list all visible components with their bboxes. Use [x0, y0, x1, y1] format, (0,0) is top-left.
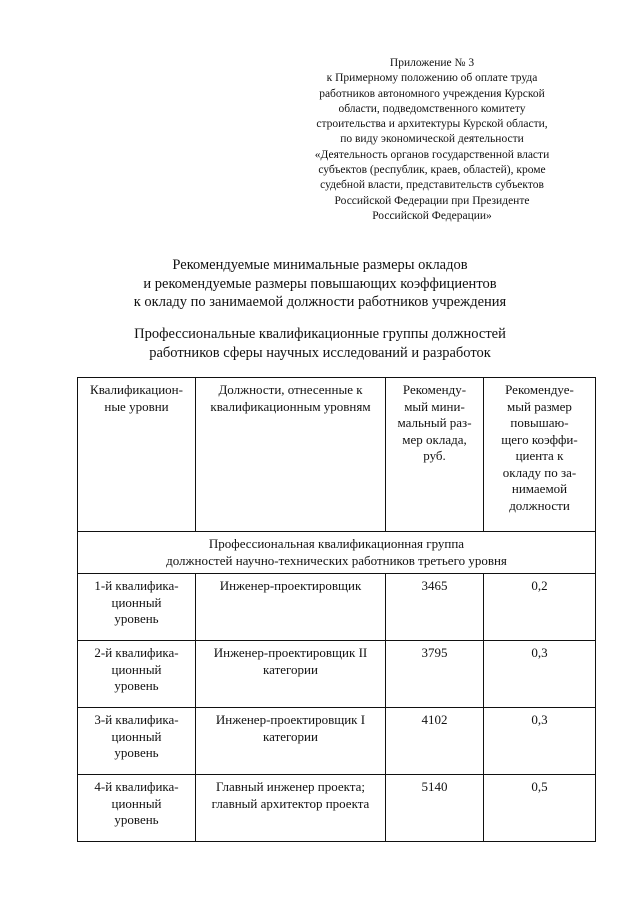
- appendix-line: работников автономного учреждения Курской: [319, 87, 545, 100]
- cell-text: Инженер-проектировщик: [219, 578, 362, 593]
- table-row: [78, 574, 596, 641]
- cell-text: Инженер-проектировщик I: [215, 712, 366, 727]
- header-text: квалификационным уровням: [210, 398, 371, 414]
- appendix-line: к Примерному положению об оплате труда: [326, 72, 538, 85]
- cell-text: 3-й квалифика-: [94, 712, 179, 727]
- group-row: [78, 532, 596, 574]
- header-text: Рекоменду-: [402, 382, 467, 397]
- cell-text: уровень: [114, 745, 159, 760]
- header-text: ные уровни: [104, 398, 169, 414]
- cell-position: [196, 641, 386, 708]
- title-line: Рекомендуемые минимальные размеры окладов: [172, 257, 468, 273]
- header-text: окладу по за-: [502, 464, 577, 480]
- header-text: повышаю-: [510, 415, 569, 430]
- appendix-line: Российской Федерации при Президенте: [334, 194, 530, 207]
- header-coefficient: [484, 378, 596, 532]
- cell-text: уровень: [114, 678, 159, 693]
- cell-salary: 3465: [386, 574, 484, 641]
- cell-text: ционный: [111, 795, 162, 811]
- cell-text: 2-й квалифика-: [94, 645, 179, 660]
- group-title: [78, 532, 596, 574]
- header-text: должности: [509, 497, 570, 513]
- cell-text: категории: [263, 661, 318, 677]
- cell-text: категории: [263, 728, 318, 744]
- cell-level: [78, 641, 196, 708]
- cell-coefficient: 0,3: [484, 641, 596, 708]
- header-text: щего коэффи-: [501, 431, 578, 447]
- cell-text: ционный: [111, 594, 162, 610]
- group-title-line: Профессиональная квалификационная группа: [208, 536, 465, 551]
- table-row: [78, 708, 596, 775]
- header-positions: [196, 378, 386, 532]
- cell-level: [78, 775, 196, 842]
- title-line: и рекомендуемые размеры повышающих коэффициентов: [143, 275, 497, 292]
- title-line: к окладу по занимаемой должности работников учреждения: [133, 294, 507, 310]
- cell-level: [78, 708, 196, 775]
- appendix-line: Приложение № 3: [389, 57, 475, 69]
- cell-text: Инженер-проектировщик II: [213, 645, 368, 660]
- cell-text: ционный: [111, 661, 162, 677]
- header-text: руб.: [423, 448, 446, 463]
- cell-text: главный архитектор проекта: [211, 795, 370, 811]
- appendix-line: по виду экономической деятельности: [340, 133, 524, 146]
- appendix-line: «Деятельность органов государственной власти: [314, 148, 550, 161]
- appendix-block: [282, 56, 582, 224]
- document-subtitle: [60, 325, 580, 362]
- appendix-line: области, подведомственного комитету: [338, 102, 526, 115]
- salary-table: [77, 377, 596, 842]
- cell-text: уровень: [114, 611, 159, 626]
- header-text: мый мини-: [404, 398, 465, 414]
- header-levels: [78, 378, 196, 532]
- cell-coefficient: 0,5: [484, 775, 596, 842]
- header-text: Рекомендуе-: [505, 382, 574, 397]
- document-title: [60, 256, 580, 312]
- cell-text: 1-й квалифика-: [94, 578, 179, 593]
- cell-text: ционный: [111, 728, 162, 744]
- table-header-row: [78, 378, 596, 532]
- appendix-line: Российской Федерации»: [372, 209, 492, 222]
- header-text: мальный раз-: [397, 415, 472, 430]
- header-salary: [386, 378, 484, 532]
- cell-text: уровень: [114, 812, 159, 827]
- group-title-line: должностей научно-технических работников третьего уровня: [166, 552, 507, 568]
- cell-position: [196, 574, 386, 641]
- header-text: циента к: [515, 448, 564, 463]
- appendix-line: судебной власти, представительств субъектов: [320, 179, 544, 192]
- header-text: Квалификацион-: [90, 382, 183, 397]
- cell-position: [196, 775, 386, 842]
- table-row: [78, 775, 596, 842]
- cell-salary: 5140: [386, 775, 484, 842]
- header-text: мер оклада,: [402, 431, 467, 447]
- header-text: Должности, отнесенные к: [218, 382, 363, 397]
- subtitle-line: работников сферы научных исследований и разработок: [149, 344, 491, 361]
- appendix-line: строительства и архитектуры Курской области,: [316, 118, 548, 131]
- cell-position: [196, 708, 386, 775]
- header-text: нимаемой: [511, 481, 568, 496]
- cell-coefficient: 0,2: [484, 574, 596, 641]
- cell-level: [78, 574, 196, 641]
- table-row: [78, 641, 596, 708]
- cell-text: 4-й квалифика-: [94, 779, 179, 794]
- cell-salary: 4102: [386, 708, 484, 775]
- appendix-line: субъектов (республик, краев, областей), кроме: [318, 164, 546, 177]
- cell-coefficient: 0,3: [484, 708, 596, 775]
- cell-text: Главный инженер проекта;: [215, 779, 366, 794]
- header-text: мый размер: [507, 398, 572, 414]
- subtitle-line: Профессиональные квалификационные группы должностей: [134, 326, 506, 342]
- cell-salary: 3795: [386, 641, 484, 708]
